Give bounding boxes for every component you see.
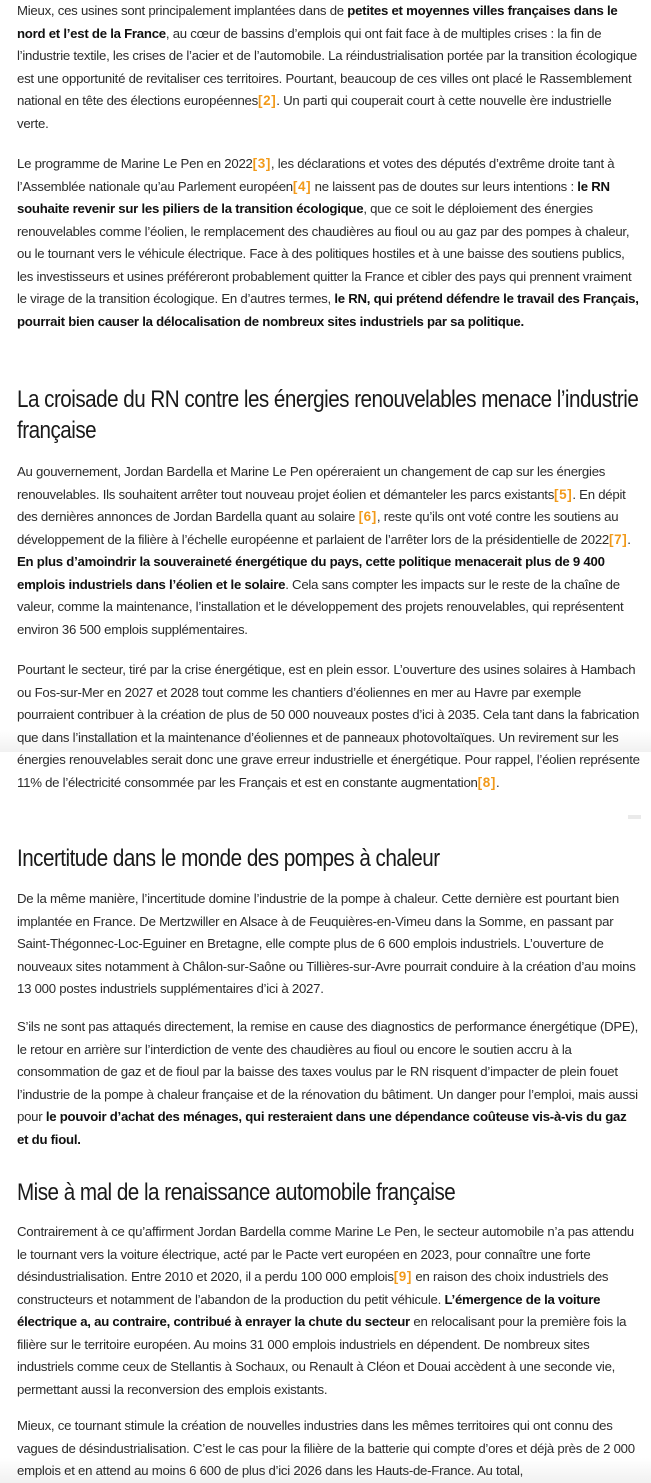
text: Contrairement à ce qu’affirment Jordan Bardella comme Marine Le Pen, le secteur automobile n’a pas attendu le tournant vers la voiture électrique, acté par le Pacte vert européen en 2023, pour connaître une forte désindustrialisation. Entre 2010 et 2020, il a perdu 100 000 emplois xyxy=(17,1224,634,1284)
text: Mieux, ce tournant stimule la création de nouvelles industries dans les mêmes territoires qui ont connu des vagues de désindustrialisation. C’est le cas pour la filière de la batterie qui compte d’ores et déjà près de 2 000 emplois et en attend au moins 6 600 de plus d’ici 2026 dans les Hauts-de-France. Au total, xyxy=(17,1418,635,1478)
text: . Cela sans compter les impacts sur le reste de la chaîne de valeur, comme la maintenance, l’installation et le développement des projets renouvelables, qui représentent environ 36 500 emplois supplémentaires. xyxy=(17,576,624,637)
paragraph-pompe-chaleur xyxy=(17,888,641,1001)
text: Pourtant le secteur, tiré par la crise énergétique, est en plein essor. L’ouverture des usines solaires à Hambach ou Fos-sur-Mer en 2027 et 2028 tout comme les chantiers d’éoliennes en mer au Havre par exemple pourraient contribuer à la création de plus de 50 000 nouveaux postes d’ici à 2035. Cela tant dans la fabrication que dans l’installation et la maintenance d’éoliennes et de panneaux photovoltaïques. Un revirement sur les énergies renouvelables serait donc une grave erreur industrielle et énergétique. Pour rappel, l’éolien représente 11% de l’électricité consommée par les Français et est en constante augmentation xyxy=(17,662,640,790)
text: , les déclarations et votes des députés d’extrême droite tant à l’Assemblée nationale qu’au Parlement européen xyxy=(17,156,615,194)
paragraph-secteur xyxy=(17,659,641,794)
paragraph-dpe xyxy=(17,1016,641,1151)
text: Au gouvernement, Jordan Bardella et Marine Le Pen opéreraient un changement de cap sur les énergies renouvelables. Ils souhaitent arrêter tout nouveau projet éolien et démanteler les parcs existants xyxy=(17,464,606,502)
footnote-link-3[interactable]: [3] xyxy=(252,156,271,171)
paragraph-programme xyxy=(17,153,641,333)
text: , que ce soit le déploiement des énergies renouvelables comme l’éolien, le remplacement des chaudières au fioul ou au gaz par des pompes à chaleur, ou le tournant vers le véhicule électrique. Face à des politiques hostiles et à une baisse des soutiens publics, les investisseurs et usines préféreront probablement quitter la France et cibler des pays qui prennent vraiment le virage de la transition écologique. En d’autres termes, xyxy=(17,201,632,306)
scroll-handle[interactable] xyxy=(628,815,641,819)
text: , reste qu’ils ont voté contre les soutiens au développement de la filière à l’échelle européenne et parlaient de l’arrêter lors de la présidentielle de 2022 xyxy=(17,509,619,547)
paragraph-gouvernement xyxy=(17,461,641,641)
footnote-link-5[interactable]: [5] xyxy=(554,486,573,502)
bold-text: le pouvoir d’achat des ménages, qui resteraient dans une dépendance coûteuse vis-à-vis du gaz et du fioul. xyxy=(17,1109,627,1147)
text: Le programme de Marine Le Pen en 2022 xyxy=(17,156,253,171)
section-heading-renouvelables: La croisade du RN contre les énergies renouvelables menace l’industrie française xyxy=(17,386,639,444)
paragraph-automobile xyxy=(17,1221,641,1401)
bold-text: le RN, qui prétend défendre le travail des Français, pourrait bien causer la délocalisation de nombreux sites industriels par sa politique. xyxy=(17,291,639,329)
bold-text: le RN souhaite revenir sur les piliers de la transition écologique xyxy=(17,178,610,216)
footnote-link-4[interactable]: [4] xyxy=(292,178,312,194)
footnote-link-8[interactable]: [8] xyxy=(477,774,496,790)
footnote-link-2[interactable]: [2] xyxy=(257,93,277,108)
paragraph-batterie xyxy=(17,1415,641,1483)
text: , au cœur de bassins d’emplois qui ont fait face à de multiples crises : la fin de l’industrie textile, les crises de l’acier et de l’automobile. La réindustrialisation portée par la transition écologique est une opportunité de revitaliser ces territoires. Pourtant, beaucoup de ces villes ont placé le Rassemblement national en tête des élections européennes xyxy=(17,25,637,108)
bold-text: L’émergence de la voiture électrique a, au contraire, contribué à enrayer la chute du secteur xyxy=(17,1291,601,1329)
paragraph-usines xyxy=(17,0,641,135)
footnote-link-6[interactable]: [6] xyxy=(358,509,377,524)
text: Mieux, ces usines sont principalement implantées dans de xyxy=(17,3,348,18)
text: en raison des choix industriels des constructeurs et notamment de l’abandon de la production du petit véhicule. xyxy=(17,1269,609,1307)
text: en relocalisant pour la première fois la filière sur le territoire européen. Au moins 31 000 emplois industriels en dépendent. De nombreux sites industriels comme ceux de Stellantis à Sochaux, ou Renault à Cléon et Douai accèdent à une seconde vie, permettant aussi la reconversion des emplois existants. xyxy=(17,1314,627,1397)
footnote-link-9[interactable]: [9] xyxy=(393,1269,412,1284)
text: . En dépit des dernières annonces de Jordan Bardella quant au solaire xyxy=(17,486,626,524)
text: S’ils ne sont pas attaqués directement, la remise en cause des diagnostics de performance énergétique (DPE), le retour en arrière sur l’interdiction de vente des chaudières au fioul ou encore le soutien accru à la consommation de gaz et de fioul par la baisse des taxes voulus par le RN risquent d’impacter de plein fouet l’industrie de la pompe à chaleur française et de la rénovation du bâtiment. Un danger pour l’emploi, mais aussi pour xyxy=(17,1019,639,1124)
text: De la même manière, l’incertitude domine l’industrie de la pompe à chaleur. Cette dernière est pourtant bien implantée en France. De Mertzwiller en Alsace à de Feuquières-en-Vimeu dans la Somme, en passant par Saint-Thégonnec-Loc-Eguiner en Bretagne, elle compte plus de 6 600 emplois industriels. L’ouverture de nouveaux sites notamment à Châlon-sur-Saône ou Tillières-sur-Avre pourrait conduire à la création d’au moins 13 000 postes industriels supplémentaires d’ici à 2027. xyxy=(17,891,636,996)
text: . xyxy=(495,774,500,790)
bold-text: En plus d’amoindrir la souveraineté énergétique du pays, cette politique menacerait plus de 9 400 emplois industriels dans l’éolien et le solaire xyxy=(17,554,605,592)
footnote-link-7[interactable]: [7] xyxy=(608,531,628,547)
text: . xyxy=(627,531,631,547)
text: . Un parti qui couperait court à cette nouvelle ère industrielle verte. xyxy=(17,93,612,131)
section-heading-automobile: Mise à mal de la renaissance automobile française xyxy=(17,1179,456,1206)
text: ne laissent pas de doutes sur leurs intentions : xyxy=(311,178,578,194)
section-heading-pompes: Incertitude dans le monde des pompes à chaleur xyxy=(17,845,440,872)
bold-text: petites et moyennes villes françaises dans le nord et l’est de la France xyxy=(17,3,618,41)
